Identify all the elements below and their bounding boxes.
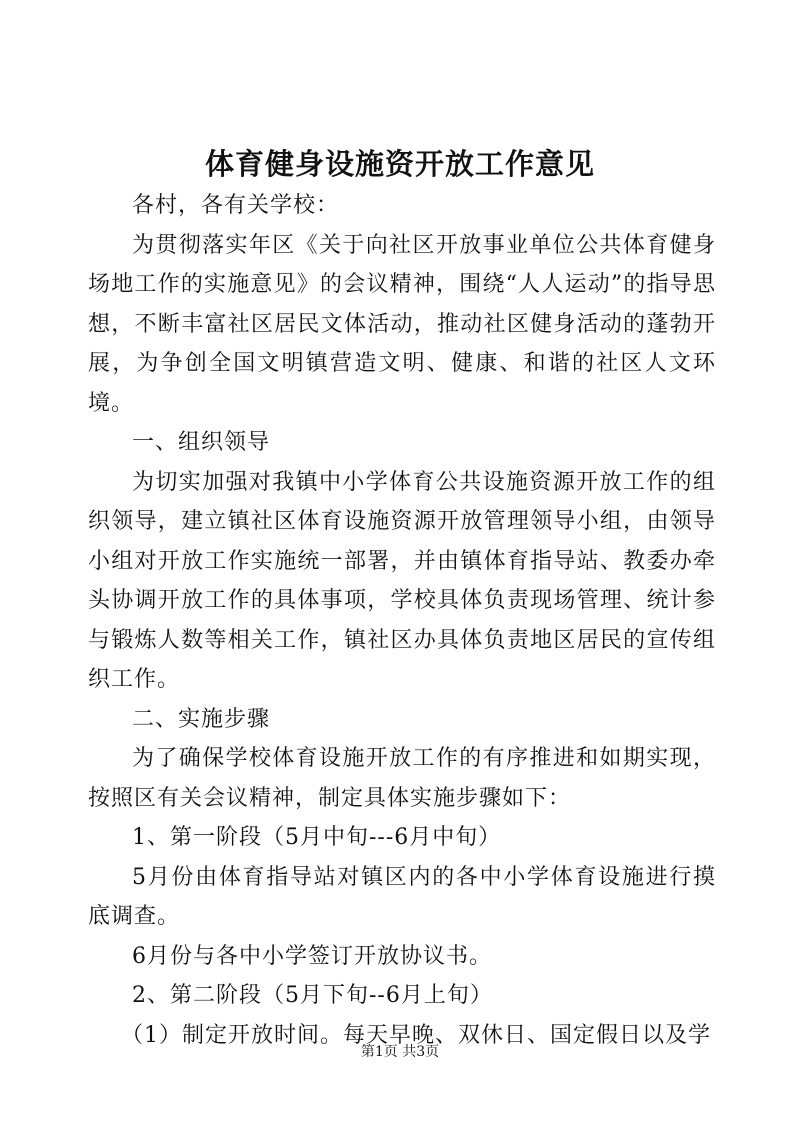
section-heading-steps: 二、实施步骤 (132, 706, 271, 732)
stage-one-may-paragraph: 5月份由体育指导站对镇区内的各中小学体育设施进行摸底调查。 (88, 864, 716, 929)
stage-one-heading: 1、第一阶段（5月中旬---6月中旬） (132, 825, 502, 850)
section-heading-organization: 一、组织领导 (132, 430, 271, 455)
salutation: 各村，各有关学校： (132, 193, 340, 218)
stage-one-june-paragraph: 6月份与各中小学签订开放协议书。 (132, 943, 492, 969)
stage-two-item-1: （1）制定开放时间。每天早晚、双休日、国定假日以及学 (121, 1022, 711, 1048)
page-footer: 第1页 共3页 (360, 1044, 440, 1060)
intro-paragraph: 为贯彻落实年区《关于向社区开放事业单位公共体育健身场地工作的实施意见》的会议精神，围绕“人人运动”的指导思想，不断丰富社区居民文体活动，推动社区健身活动的蓬勃开展，为争创全国文明镇营造文明、健康、和谐的社区人文环境。 (88, 232, 716, 416)
document-body (88, 186, 716, 1055)
stage-two-heading: 2、第二阶段（5月下旬--6月上旬） (132, 983, 493, 1008)
document-title: 体育健身设施资开放工作意见 (204, 147, 595, 181)
organization-paragraph: 为切实加强对我镇中小学体育公共设施资源开放工作的组织领导，建立镇社区体育设施资源开放管理领导小组，由领导小组对开放工作实施统一部署，并由镇体育指导站、教委办牵头协调开放工作的具体事项，学校具体负责现场管理、统计参与锻炼人数等相关工作，镇社区办具体负责地区居民的宣传组织工作。 (88, 469, 716, 692)
steps-intro-paragraph: 为了确保学校体育设施开放工作的有序推进和如期实现，按照区有关会议精神，制定具体实施步骤如下： (88, 746, 716, 811)
